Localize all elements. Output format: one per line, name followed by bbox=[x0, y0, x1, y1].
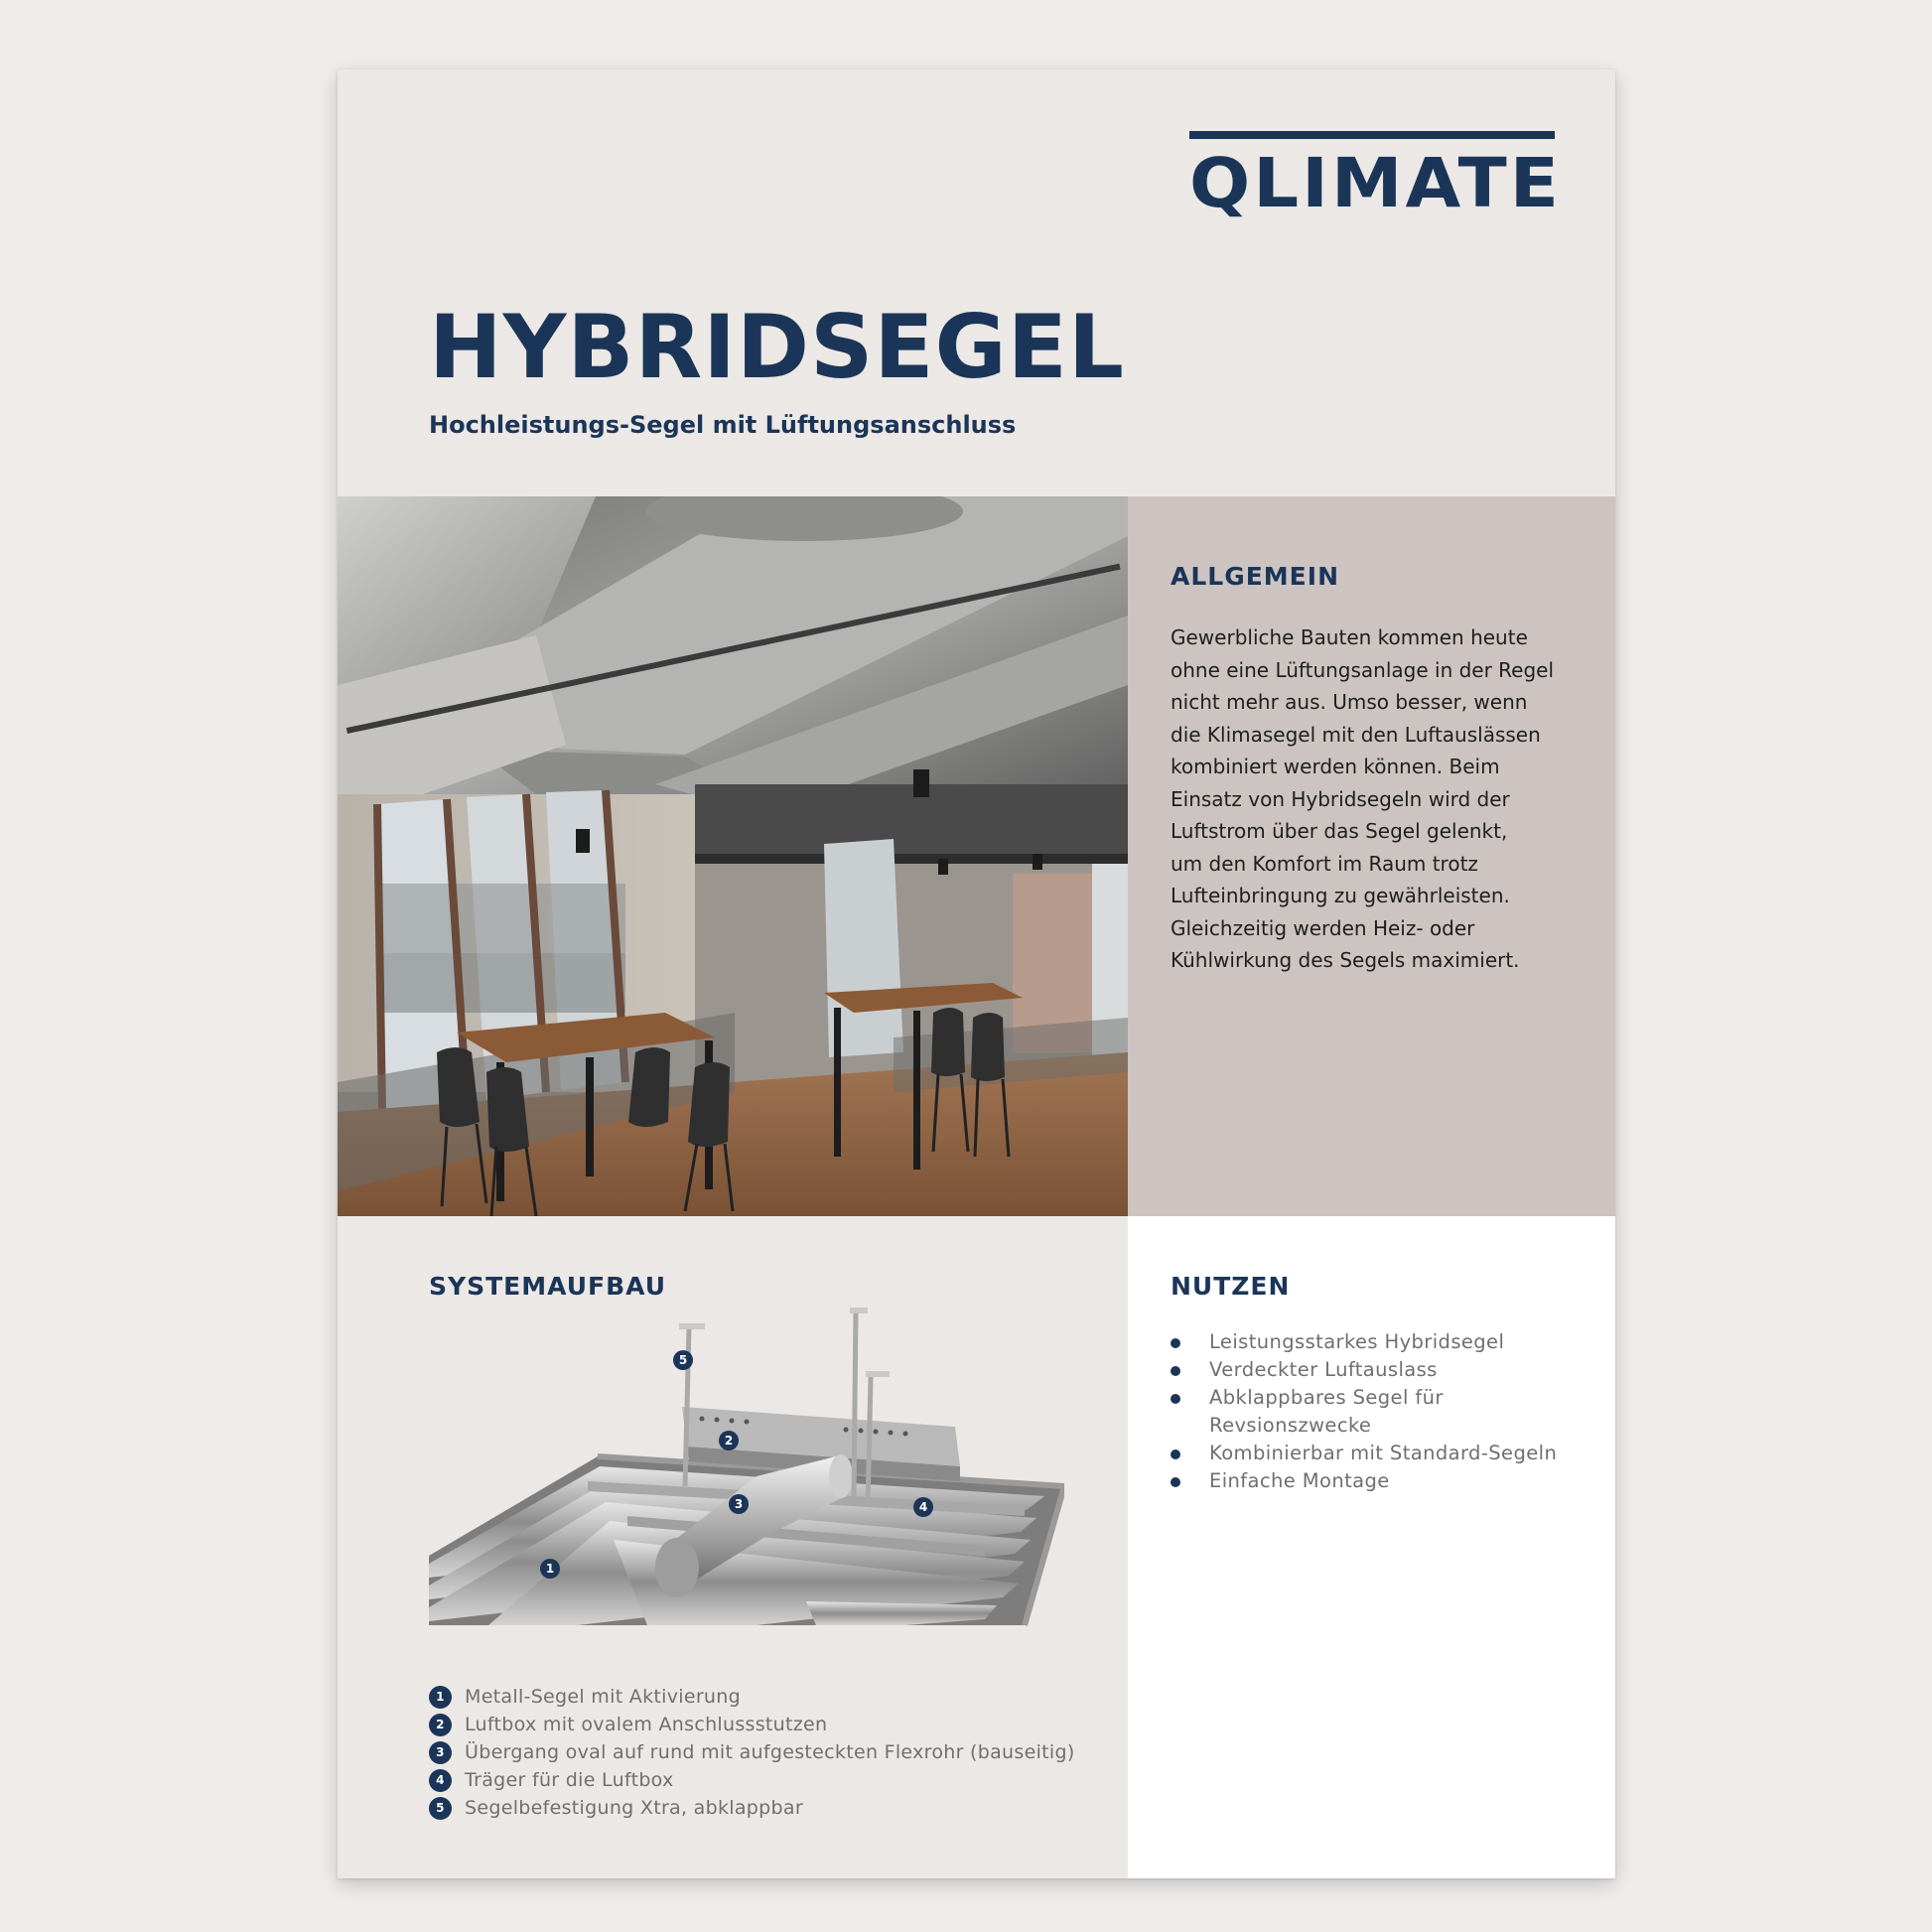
logo-wordmark: QLIMATE bbox=[1189, 143, 1562, 223]
diagram-marker-4 bbox=[913, 1497, 933, 1517]
svg-text:4: 4 bbox=[918, 1500, 928, 1514]
page-subtitle: Hochleistungs-Segel mit Lüftungsanschluss bbox=[429, 411, 1017, 439]
systemaufbau-section bbox=[338, 1216, 1128, 1878]
system-legend bbox=[429, 1683, 1075, 1822]
bullet-icon bbox=[1171, 1366, 1180, 1376]
legend-label: Luftbox mit ovalem Anschlussstutzen bbox=[465, 1714, 828, 1735]
bullet-icon bbox=[1171, 1449, 1180, 1459]
diagram-marker-1 bbox=[540, 1559, 560, 1579]
benefit-item bbox=[1171, 1328, 1587, 1356]
svg-text:1: 1 bbox=[545, 1562, 555, 1576]
nutzen-heading: NUTZEN bbox=[1171, 1272, 1291, 1301]
benefit-item bbox=[1171, 1440, 1587, 1467]
benefit-item bbox=[1171, 1384, 1587, 1440]
datasheet-page bbox=[338, 69, 1615, 1878]
benefit-item bbox=[1171, 1467, 1587, 1495]
legend-label: Segelbefestigung Xtra, abklappbar bbox=[465, 1797, 803, 1819]
bullet-icon bbox=[1171, 1338, 1180, 1348]
diagram-marker-3 bbox=[729, 1494, 749, 1514]
legend-number-badge: 5 bbox=[429, 1797, 452, 1820]
diagram-marker-5 bbox=[673, 1350, 693, 1370]
diagram-marker-2 bbox=[719, 1431, 739, 1450]
nutzen-panel bbox=[1128, 1216, 1615, 1878]
legend-number-badge: 1 bbox=[429, 1686, 452, 1709]
benefit-text: Kombinierbar mit Standard-Segeln bbox=[1209, 1442, 1558, 1464]
legend-label: Metall-Segel mit Aktivierung bbox=[465, 1686, 741, 1708]
svg-text:2: 2 bbox=[724, 1434, 734, 1448]
legend-item bbox=[429, 1711, 1075, 1738]
page-title: HYBRIDSEGEL bbox=[429, 296, 1125, 398]
legend-label: Übergang oval auf rund mit aufgesteckten Flexrohr (bauseitig) bbox=[465, 1741, 1075, 1763]
benefit-item bbox=[1171, 1356, 1587, 1384]
interior-photo bbox=[338, 496, 1128, 1216]
benefit-text: Einfache Montage bbox=[1209, 1469, 1390, 1492]
legend-number-badge: 3 bbox=[429, 1741, 452, 1764]
bullet-icon bbox=[1171, 1394, 1180, 1404]
legend-item bbox=[429, 1794, 1075, 1822]
logo-bar bbox=[1189, 131, 1555, 139]
allgemein-panel bbox=[1128, 496, 1615, 1216]
system-diagram bbox=[429, 1308, 1064, 1645]
legend-number-badge: 2 bbox=[429, 1714, 452, 1736]
allgemein-text: Gewerbliche Bauten kommen heute ohne eine Lüftungsanlage in der Regel nicht mehr aus. Umso besser, wenn die Klimasegel mit den Luftauslässen kombiniert werden können. Beim Einsatz von Hybridsegeln wird der Luftstrom über das Segel gelenkt, um den Komfort im Raum trotz Lufteinbringung zu gewährleisten. Gleichzeitig werden Heiz- oder Kühlwirkung des Segels maximiert. bbox=[1171, 625, 1555, 972]
legend-label: Träger für die Luftbox bbox=[465, 1769, 674, 1791]
benefits-list bbox=[1171, 1328, 1587, 1495]
legend-item bbox=[429, 1683, 1075, 1711]
legend-number-badge: 4 bbox=[429, 1769, 452, 1792]
svg-text:5: 5 bbox=[678, 1353, 688, 1367]
svg-text:3: 3 bbox=[734, 1497, 744, 1511]
systemaufbau-heading: SYSTEMAUFBAU bbox=[429, 1272, 667, 1301]
legend-item bbox=[429, 1766, 1075, 1794]
bullet-icon bbox=[1171, 1477, 1180, 1487]
allgemein-heading: ALLGEMEIN bbox=[1171, 562, 1339, 591]
legend-item bbox=[429, 1738, 1075, 1766]
benefit-text: Abklappbares Segel für Revsionszwecke bbox=[1209, 1386, 1444, 1437]
benefit-text: Leistungsstarkes Hybridsegel bbox=[1209, 1330, 1505, 1353]
qlimate-logo bbox=[1189, 131, 1562, 223]
benefit-text: Verdeckter Luftauslass bbox=[1209, 1358, 1438, 1381]
